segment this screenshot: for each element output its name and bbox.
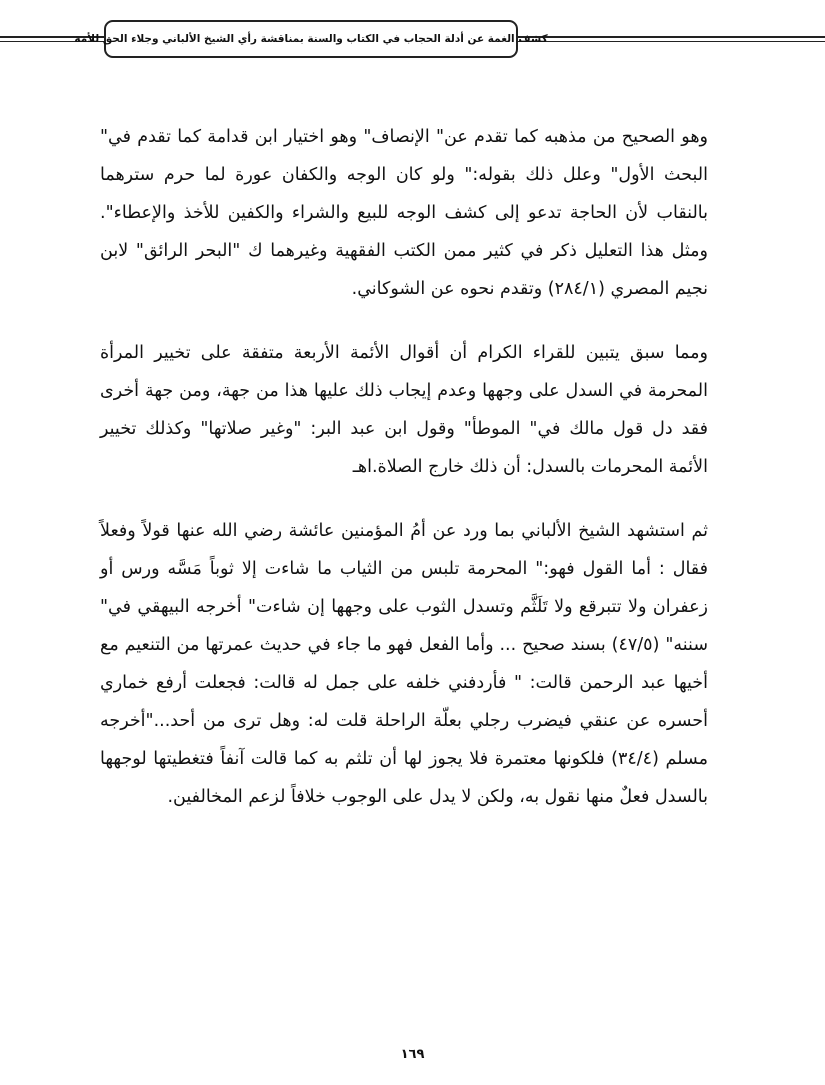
paragraph-1: وهو الصحيح من مذهبه كما تقدم عن" الإنصاف" وهو اختيار ابن قدامة كما تقدم في" البحث الأول" وعلل ذلك بقوله:" ولو كان الوجه والكفان عورة لما حرم سترهما بالنقاب لأن الحاجة تدعو إلى كشف الوجه للبيع والشراء والكفين للأخذ والإعطاء". ومثل هذا التعليل ذكر في كثير ممن الكتب الفقهية وغيرهما ك "البحر الرائق" لابن نجيم المصري (٢٨٤/١) وتقدم نحوه عن الشوكاني.: [100, 127, 708, 299]
paragraph-3: ثم استشهد الشيخ الألباني بما ورد عن أمُ المؤمنين عائشة رضي الله عنها قولاً وفعلاً فقال : أما القول فهو:" المحرمة تلبس من الثياب ما شاءت إلا ثوباً مَسَّه ورس أو زعفران ولا تتبرقع ولا تَلَثَّم وتسدل الثوب على وجهها إن شاءت" أخرجه البيهقي في" سننه" (٤٧/٥) بسند صحيح ... وأما الفعل فهو ما جاء في حديث عمرتها من التنعيم مع أخيها عبد الرحمن قالت: " فأردفني خلفه على جمل له قالت: فجعلت أرفع خماري أحسره عن عنقي فيضرب رجلي بعلّة الراحلة قلت له: وهل ترى من أحد..."أخرجه مسلم (٣٤/٤) فلكونها معتمرة فلا يجوز لها أن تلثم به كما قالت آنفاً فتغطيتها لوجهها بالسدل فعلٌ منها نقول به، ولكن لا يدل على الوجوب خلافاً لزعم المخالفين.: [100, 521, 709, 807]
page-body: [100, 118, 708, 842]
page-number: ١٦٩: [400, 1047, 425, 1062]
paragraph-2: ومما سبق يتبين للقراء الكرام أن أقوال الأئمة الأربعة متفقة على تخيير المرأة المحرمة في السدل على وجهها وعدم إيجاب ذلك عليها هذا من جهة، ومن جهة أخرى فقد دل قول مالك في" الموطأ" وقول ابن عبد البر: "وغير صلاتها" وكذلك تخيير الأئمة المحرمات بالسدل: أن ذلك خارج الصلاة.اهـ: [100, 343, 708, 477]
running-header: [74, 20, 548, 58]
header-rule-right-thin: [518, 41, 825, 42]
header-rule-right: [518, 36, 825, 38]
book-title: كشف الغمة عن أدلة الحجاب في الكتاب والسنة بمناقشة رأي الشيخ الألباني وجلاء الحق للأمة: [74, 33, 548, 45]
